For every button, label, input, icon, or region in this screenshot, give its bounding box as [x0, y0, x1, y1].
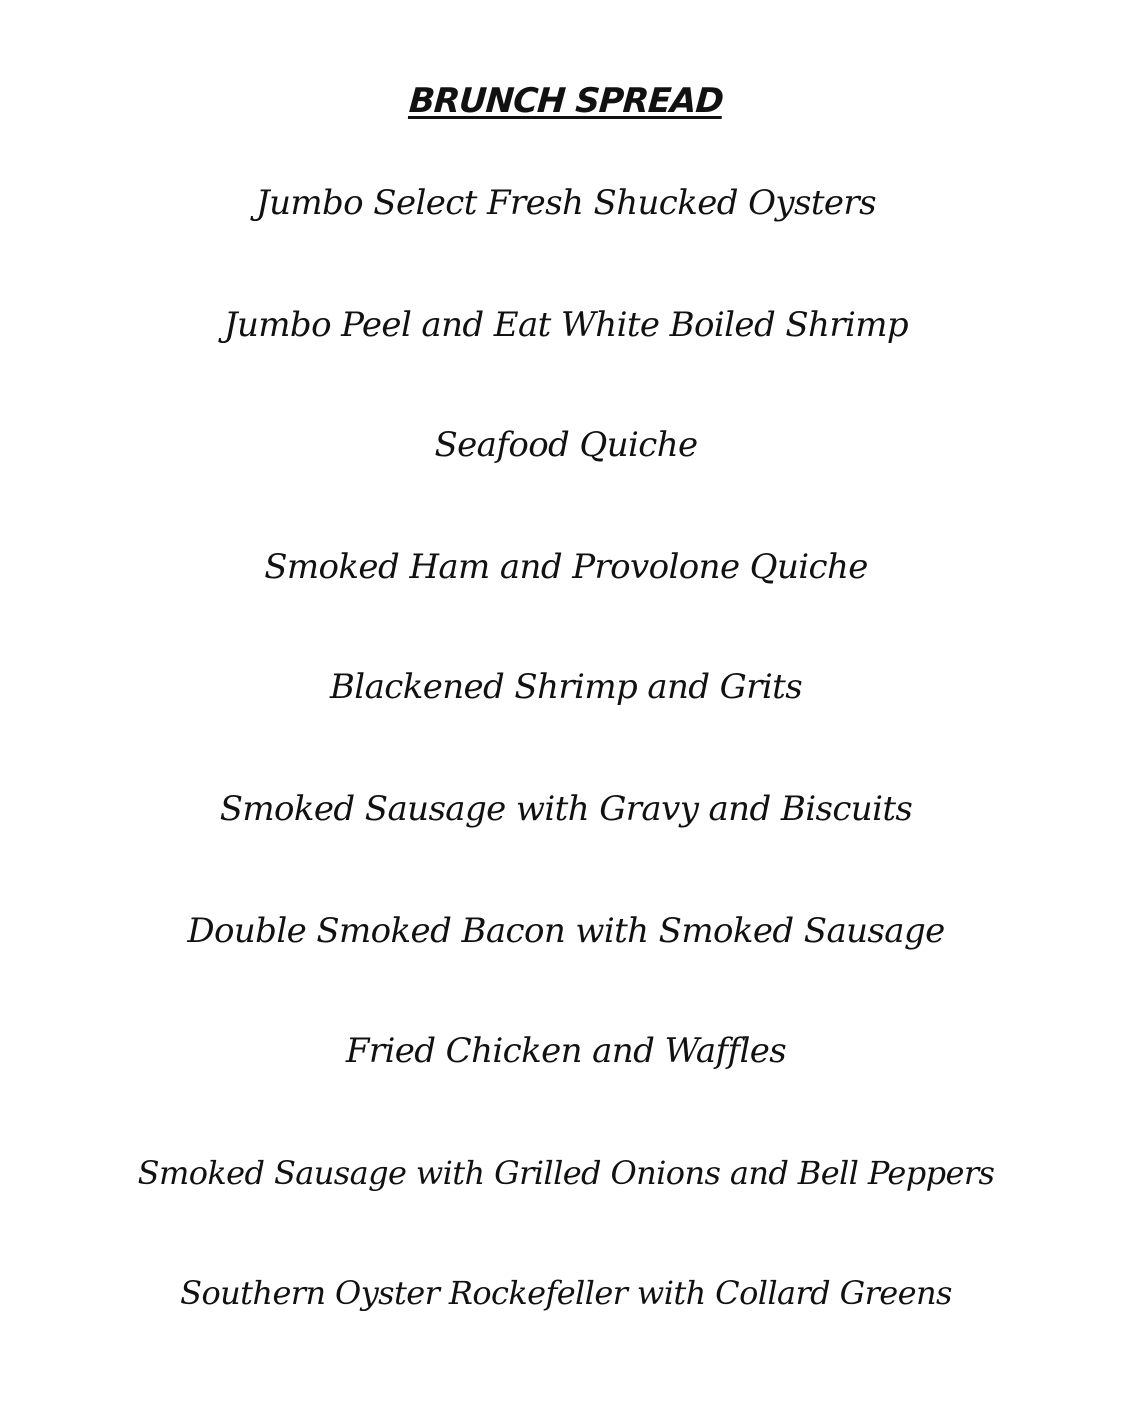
- menu-item: Fried Chicken and Waffles: [345, 1031, 787, 1071]
- menu-item: Seafood Quiche: [434, 425, 698, 465]
- menu-item: Smoked Sausage with Grilled Onions and Bell Peppers: [137, 1154, 995, 1192]
- menu-item: Smoked Ham and Provolone Quiche: [264, 547, 868, 587]
- menu-item: Blackened Shrimp and Grits: [329, 667, 803, 707]
- menu-item: Jumbo Peel and Eat White Boiled Shrimp: [223, 305, 909, 345]
- menu-item: Southern Oyster Rockefeller with Collard Greens: [180, 1274, 952, 1312]
- menu-title: BRUNCH SPREAD: [407, 81, 725, 121]
- menu-item: Double Smoked Bacon with Smoked Sausage: [187, 911, 945, 951]
- menu-item: Smoked Sausage with Gravy and Biscuits: [219, 789, 913, 829]
- menu-item: Jumbo Select Fresh Shucked Oysters: [256, 183, 876, 223]
